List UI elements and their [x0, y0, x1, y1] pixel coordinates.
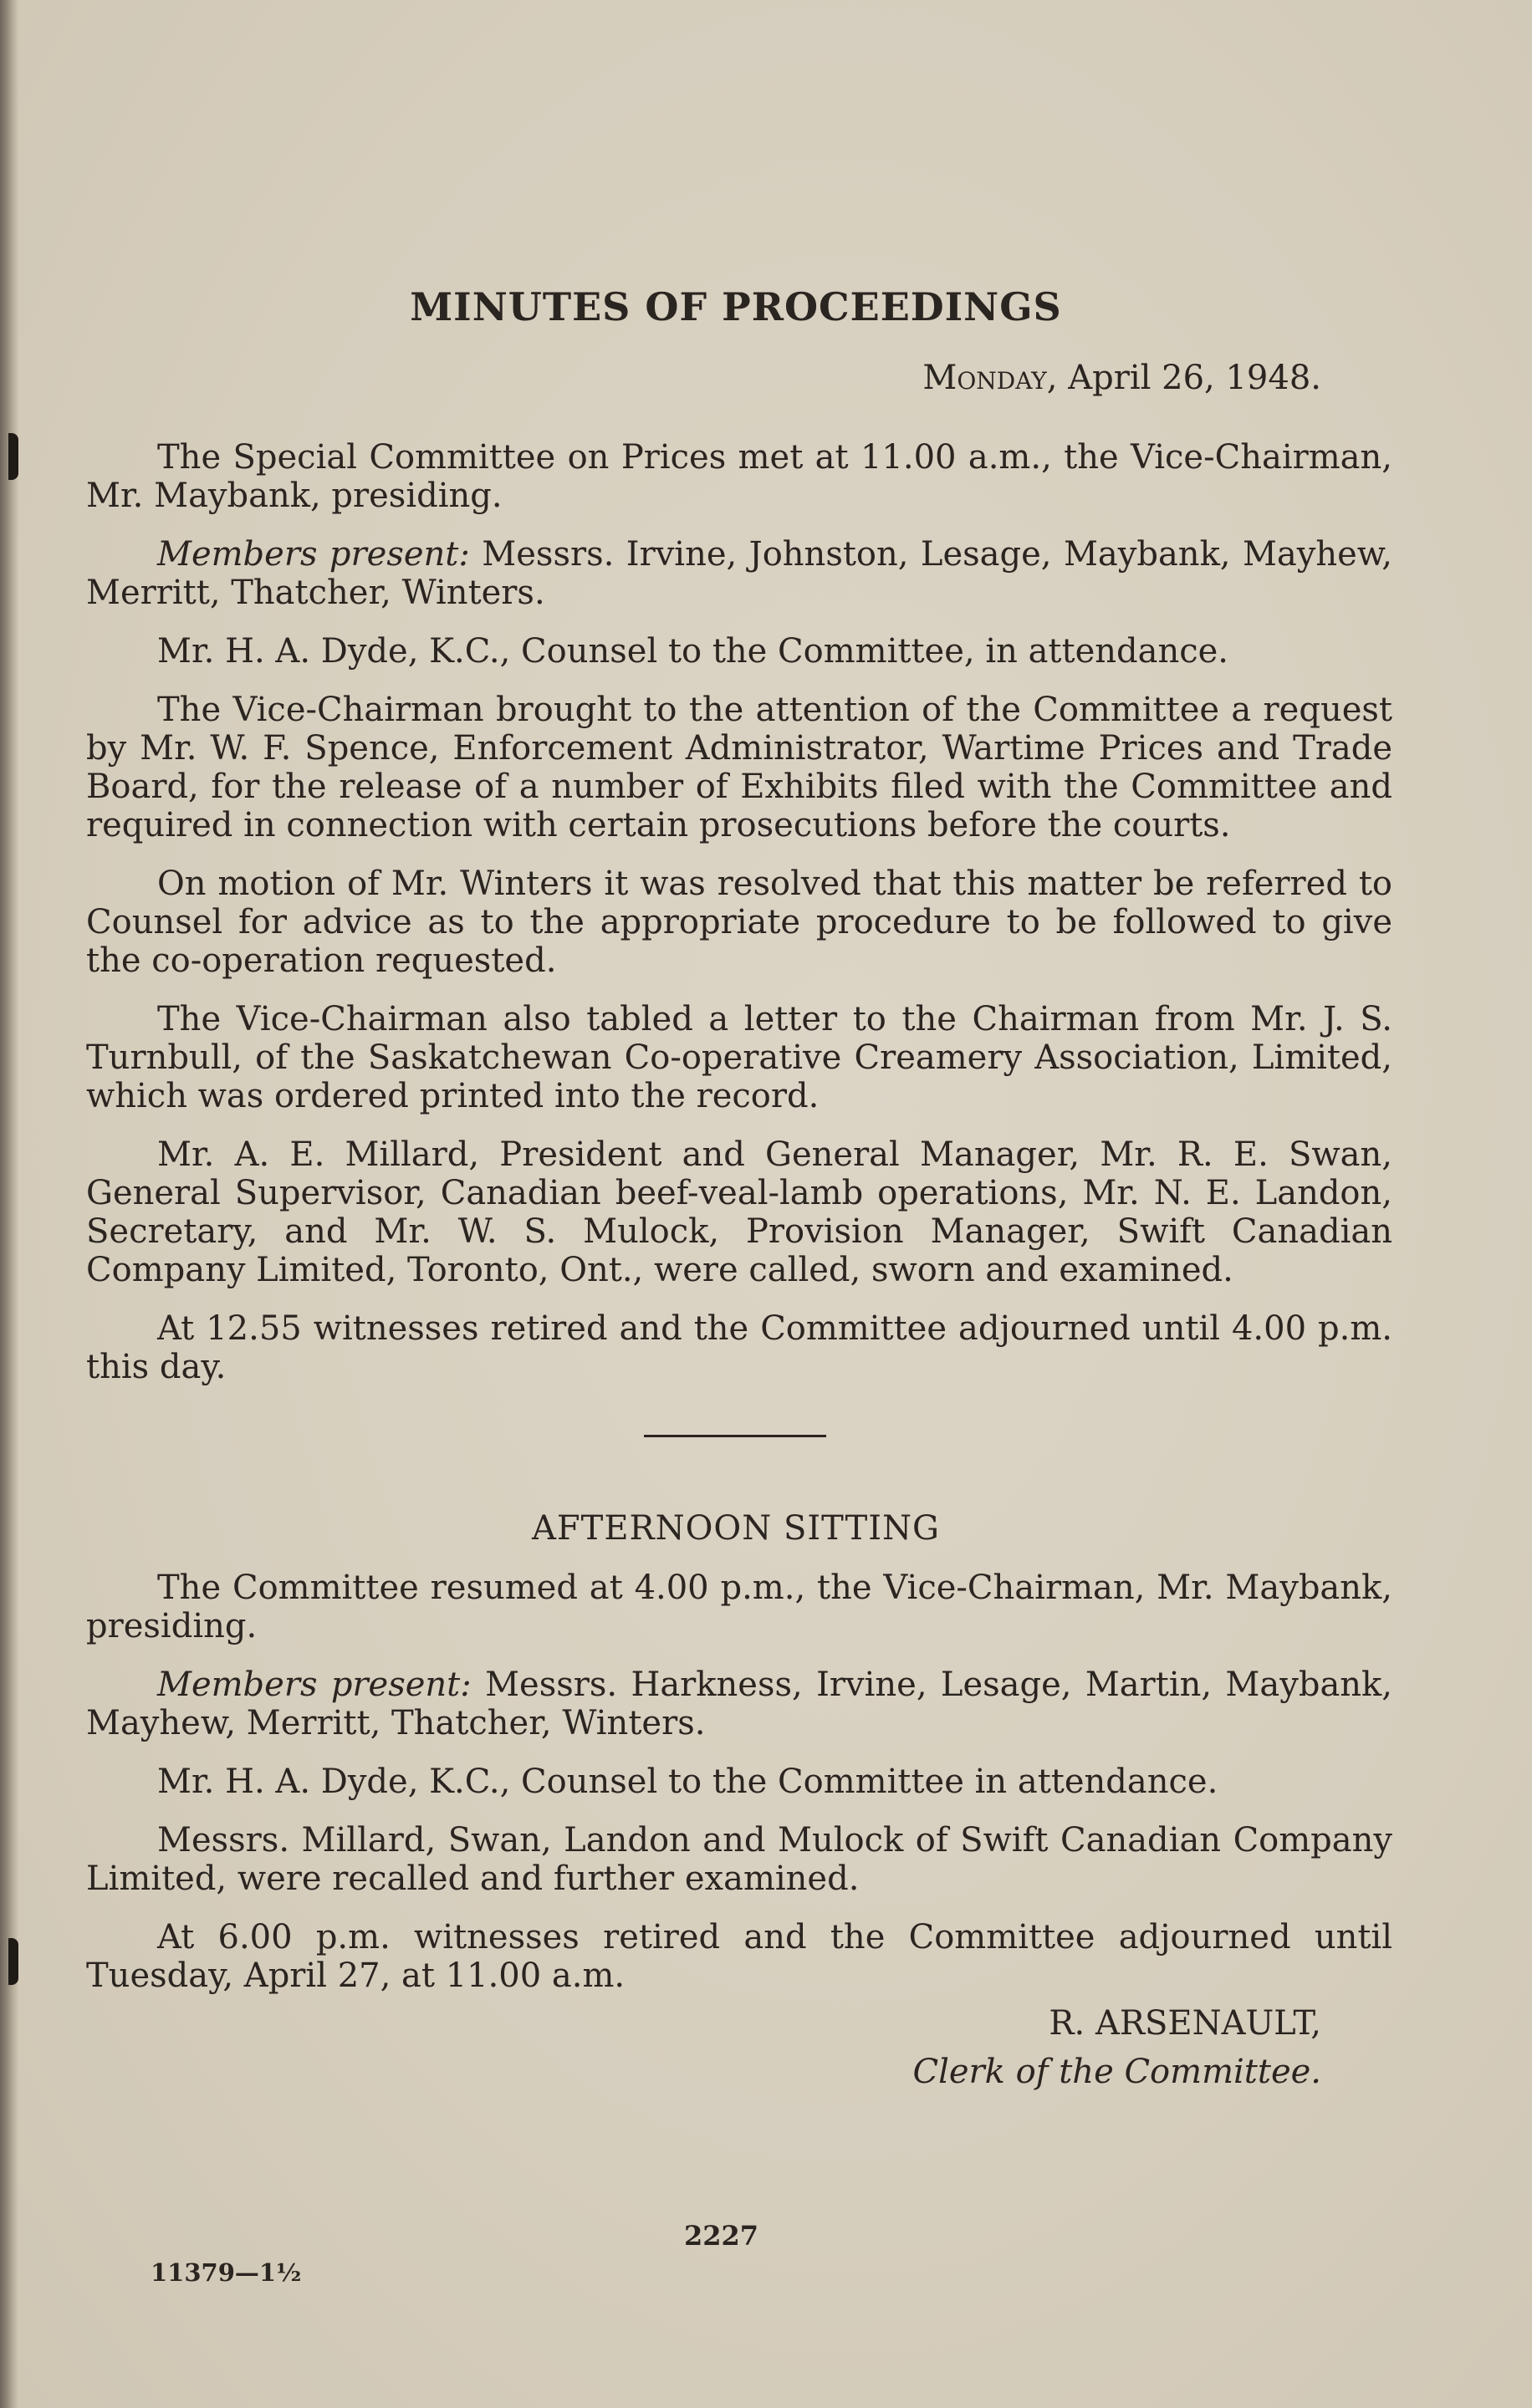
paragraph: Members present: Messrs. Harkness, Irvine, Lesage, Martin, Maybank, Mayhew, Merritt, Thatcher, Winters. — [86, 1666, 1393, 1742]
morning-minutes — [86, 438, 1392, 1406]
paragraph: On motion of Mr. Winters it was resolved that this matter be referred to Counsel for advice as to the appropriate procedure to be followed to give the co-operation requested. — [86, 865, 1392, 980]
paragraph: Mr. H. A. Dyde, K.C., Counsel to the Committee in attendance. — [157, 1763, 1218, 1801]
binding-hole — [8, 1938, 18, 1985]
signature-name: R. ARSENAULT, — [1049, 2004, 1321, 2043]
paragraph: The Vice-Chairman brought to the attention of the Committee a request by Mr. W. F. Spence, Enforcement Administrator, Wartime Prices and Trade Board, for the release of a number of Exhibits filed with the Committee and required in connection with certain prosecutions before the courts. — [86, 691, 1392, 844]
page-binding-edge — [0, 0, 18, 2408]
signature-title: Clerk of the Committee. — [912, 2053, 1321, 2091]
date-weekday: Monday, — [922, 359, 1058, 397]
page-title: MINUTES OF PROCEEDINGS — [410, 284, 1062, 329]
binding-hole — [8, 433, 18, 480]
paragraph: The Committee resumed at 4.00 p.m., the Vice-Chairman, Mr. Maybank, presiding. — [86, 1569, 1392, 1645]
paragraph: Mr. H. A. Dyde, K.C., Counsel to the Committee, in attendance. — [157, 632, 1229, 671]
paragraph: At 6.00 p.m. witnesses retired and the Committee adjourned until Tuesday, April 27, at 11.00 a.m. — [86, 1918, 1392, 1995]
print-code: 11379—1½ — [151, 2258, 302, 2287]
paragraph: At 12.55 witnesses retired and the Committee adjourned until 4.00 p.m. this day. — [86, 1309, 1392, 1386]
section-heading: AFTERNOON SITTING — [532, 1509, 940, 1548]
paragraph: Members present: Messrs. Irvine, Johnston, Lesage, Maybank, Mayhew, Merritt, Thatcher, Winters. — [86, 535, 1393, 612]
sitting-date — [922, 361, 1321, 395]
members-present-label: Members present: — [157, 1666, 472, 1704]
section-divider — [644, 1435, 826, 1437]
afternoon-minutes — [86, 1569, 1392, 2015]
members-present-label: Members present: — [157, 535, 470, 574]
paragraph: The Special Committee on Prices met at 11.00 a.m., the Vice-Chairman, Mr. Maybank, presiding. — [86, 438, 1392, 515]
paragraph: Messrs. Millard, Swan, Landon and Mulock of Swift Canadian Company Limited, were recalled and further examined. — [86, 1821, 1392, 1898]
paragraph: The Vice-Chairman also tabled a letter to the Chairman from Mr. J. S. Turnbull, of the Saskatchewan Co-operative Creamery Association, Limited, which was ordered printed into the record. — [86, 1000, 1392, 1115]
page-number: 2227 — [684, 2220, 759, 2252]
paragraph: Mr. A. E. Millard, President and General Manager, Mr. R. E. Swan, General Supervisor, Canadian beef-veal-lamb operations, Mr. N. E. Landon, Secretary, and Mr. W. S. Mulock, Provision Manager, Swift Canadian Company Limited, Toronto, Ont., were called, sworn and examined. — [86, 1135, 1392, 1289]
date-rest: April 26, 1948. — [1068, 359, 1321, 397]
